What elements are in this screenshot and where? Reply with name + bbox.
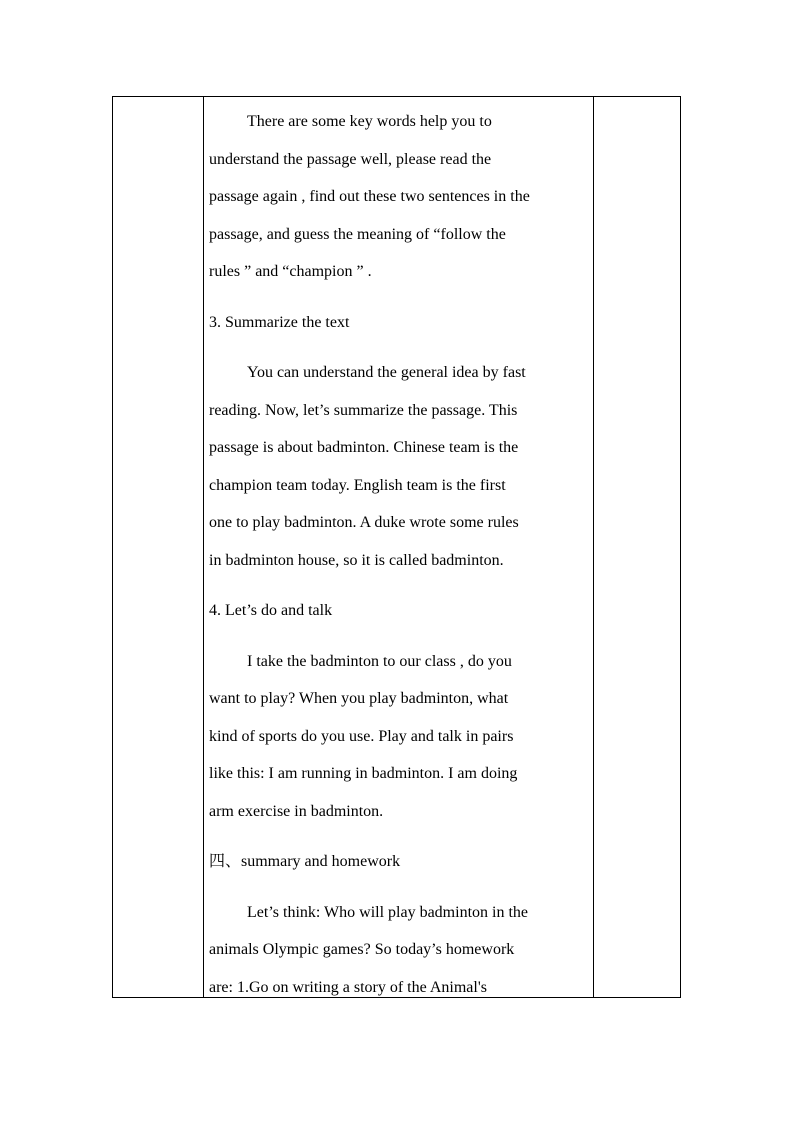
text-line: Let’s think: Who will play badminton in the [247,903,529,921]
content-cell [209,103,591,1006]
text-line: animals Olympic games? So today’s homework [209,941,515,958]
text-line: understand the passage well, please read the [209,150,492,168]
text-line: rules ” and “champion ” . [209,263,372,280]
table-column-divider-left [203,97,204,997]
text-line: reading. Now, let’s summarize the passage. This [209,401,518,419]
paragraph-do-and-talk [209,643,591,831]
text-line: want to play? When you play badminton, what [209,690,509,707]
paragraph-homework [209,894,591,1007]
paragraph-key-words [209,103,591,291]
text-line: in badminton house, so it is called badminton. [209,551,504,569]
document-table [112,96,681,998]
text-line: passage again , find out these two sentences in the [209,188,530,205]
text-line: arm exercise in badminton. [209,802,384,820]
text-line: You can understand the general idea by fast [247,364,526,381]
text-line: champion team today. English team is the first [209,476,506,494]
section-heading-do-and-talk: 4. Let’s do and talk [209,602,333,619]
text-line: one to play badminton. A duke wrote some rules [209,514,519,531]
text-line: kind of sports do you use. Play and talk in pairs [209,727,514,745]
text-line: are: 1.Go on writing a story of the Animal's [209,978,487,996]
text-line: like this: I am running in badminton. I am doing [209,765,518,782]
text-line: passage, and guess the meaning of “follow the [209,225,506,243]
text-line: I take the badminton to our class , do you [247,652,512,670]
paragraph-summary [209,354,591,579]
table-column-divider-right [593,97,594,997]
section-heading-summarize: 3. Summarize the text [209,313,350,331]
text-line: passage is about badminton. Chinese team is the [209,439,519,456]
text-line: There are some key words help you to [247,113,492,130]
section-heading-summary-homework: 四、summary and homework [209,853,401,870]
